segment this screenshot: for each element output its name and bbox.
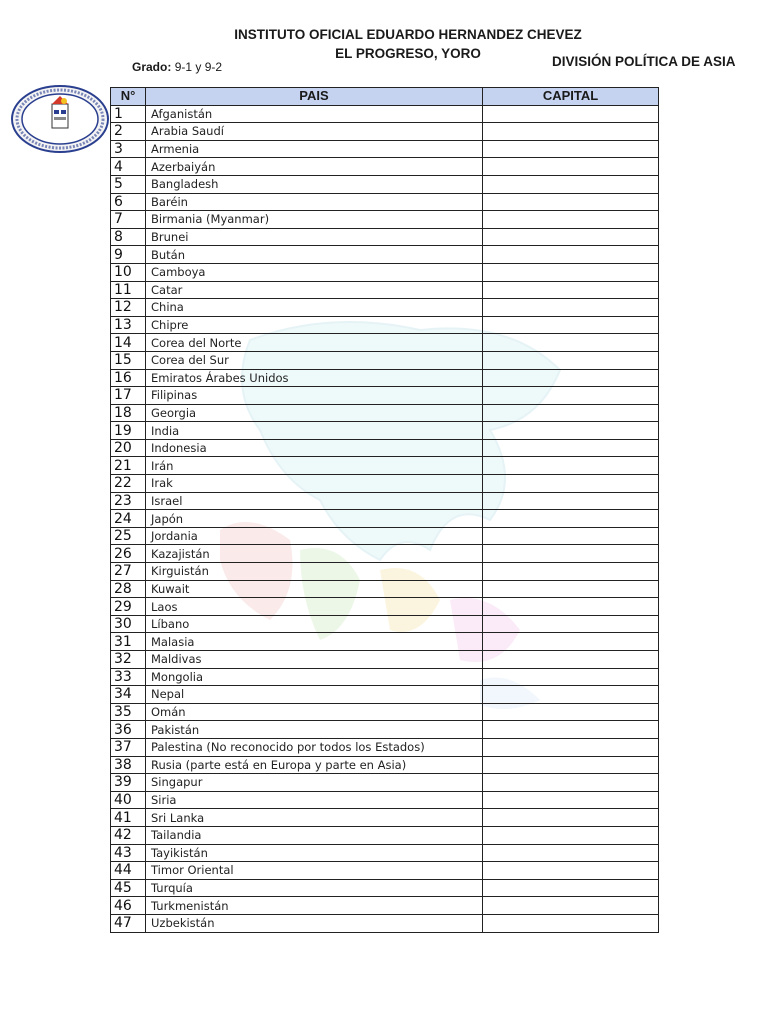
capital-cell[interactable] bbox=[483, 334, 659, 352]
institution-location: EL PROGRESO, YORO bbox=[335, 46, 481, 61]
school-seal-icon bbox=[10, 84, 110, 154]
country-name: Timor Oriental bbox=[146, 862, 483, 880]
country-name: Kazajistán bbox=[146, 545, 483, 563]
row-number: 33 bbox=[111, 668, 146, 686]
table-row bbox=[111, 668, 659, 686]
capital-cell[interactable] bbox=[483, 475, 659, 493]
row-number: 8 bbox=[111, 228, 146, 246]
capital-cell[interactable] bbox=[483, 879, 659, 897]
row-number: 1 bbox=[111, 105, 146, 123]
country-name: Bután bbox=[146, 246, 483, 264]
table-row bbox=[111, 756, 659, 774]
table-row bbox=[111, 651, 659, 669]
table-row bbox=[111, 316, 659, 334]
country-name: Kirguistán bbox=[146, 563, 483, 581]
table-row bbox=[111, 844, 659, 862]
capital-cell[interactable] bbox=[483, 387, 659, 405]
country-name: Catar bbox=[146, 281, 483, 299]
country-name: Bangladesh bbox=[146, 175, 483, 193]
country-name: Tailandia bbox=[146, 826, 483, 844]
header-country: PAIS bbox=[146, 88, 483, 106]
country-name: Chipre bbox=[146, 316, 483, 334]
table-row bbox=[111, 809, 659, 827]
capital-cell[interactable] bbox=[483, 193, 659, 211]
capital-cell[interactable] bbox=[483, 897, 659, 915]
row-number: 13 bbox=[111, 316, 146, 334]
capital-cell[interactable] bbox=[483, 140, 659, 158]
capital-cell[interactable] bbox=[483, 299, 659, 317]
table-row bbox=[111, 598, 659, 616]
capital-cell[interactable] bbox=[483, 316, 659, 334]
capital-cell[interactable] bbox=[483, 246, 659, 264]
header-number: N° bbox=[111, 88, 146, 106]
table-row bbox=[111, 686, 659, 704]
country-name: Camboya bbox=[146, 263, 483, 281]
table-row bbox=[111, 457, 659, 475]
capital-cell[interactable] bbox=[483, 545, 659, 563]
country-name: Brunei bbox=[146, 228, 483, 246]
table-row bbox=[111, 510, 659, 528]
capital-cell[interactable] bbox=[483, 369, 659, 387]
countries-capitals-table bbox=[110, 87, 659, 933]
country-name: Maldivas bbox=[146, 651, 483, 669]
table-row bbox=[111, 263, 659, 281]
row-number: 44 bbox=[111, 862, 146, 880]
country-name: Armenia bbox=[146, 140, 483, 158]
row-number: 31 bbox=[111, 633, 146, 651]
row-number: 46 bbox=[111, 897, 146, 915]
capital-cell[interactable] bbox=[483, 862, 659, 880]
capital-cell[interactable] bbox=[483, 351, 659, 369]
row-number: 39 bbox=[111, 774, 146, 792]
capital-cell[interactable] bbox=[483, 651, 659, 669]
country-name: Uzbekistán bbox=[146, 914, 483, 932]
row-number: 17 bbox=[111, 387, 146, 405]
row-number: 37 bbox=[111, 738, 146, 756]
capital-cell[interactable] bbox=[483, 175, 659, 193]
table-row bbox=[111, 369, 659, 387]
capital-cell[interactable] bbox=[483, 914, 659, 932]
institution-title: INSTITUTO OFICIAL EDUARDO HERNANDEZ CHEVEZ bbox=[234, 27, 582, 42]
capital-cell[interactable] bbox=[483, 281, 659, 299]
row-number: 2 bbox=[111, 123, 146, 141]
country-name: Malasia bbox=[146, 633, 483, 651]
capital-cell[interactable] bbox=[483, 738, 659, 756]
table-row bbox=[111, 914, 659, 932]
capital-cell[interactable] bbox=[483, 228, 659, 246]
table-row bbox=[111, 826, 659, 844]
row-number: 5 bbox=[111, 175, 146, 193]
capital-cell[interactable] bbox=[483, 105, 659, 123]
country-name: Afganistán bbox=[146, 105, 483, 123]
table-row bbox=[111, 299, 659, 317]
table-row bbox=[111, 879, 659, 897]
table-row bbox=[111, 439, 659, 457]
row-number: 10 bbox=[111, 263, 146, 281]
country-name: Siria bbox=[146, 791, 483, 809]
capital-cell[interactable] bbox=[483, 527, 659, 545]
capital-cell[interactable] bbox=[483, 809, 659, 827]
country-name: Pakistán bbox=[146, 721, 483, 739]
row-number: 41 bbox=[111, 809, 146, 827]
row-number: 15 bbox=[111, 351, 146, 369]
capital-cell[interactable] bbox=[483, 826, 659, 844]
row-number: 32 bbox=[111, 651, 146, 669]
table-row bbox=[111, 211, 659, 229]
table-row bbox=[111, 351, 659, 369]
worksheet-subject: DIVISIÓN POLÍTICA DE ASIA bbox=[552, 54, 736, 69]
country-name: Azerbaiyán bbox=[146, 158, 483, 176]
capital-cell[interactable] bbox=[483, 422, 659, 440]
table-row bbox=[111, 140, 659, 158]
table-row bbox=[111, 334, 659, 352]
row-number: 27 bbox=[111, 563, 146, 581]
country-name: India bbox=[146, 422, 483, 440]
table-row bbox=[111, 492, 659, 510]
country-name: Israel bbox=[146, 492, 483, 510]
row-number: 19 bbox=[111, 422, 146, 440]
grade-value: 9-1 y 9-2 bbox=[174, 60, 223, 74]
country-name: Corea del Sur bbox=[146, 351, 483, 369]
country-name: Rusia (parte está en Europa y parte en Asia) bbox=[146, 756, 483, 774]
country-name: Japón bbox=[146, 510, 483, 528]
country-name: Irán bbox=[146, 457, 483, 475]
row-number: 9 bbox=[111, 246, 146, 264]
table-header-row bbox=[111, 88, 659, 106]
capital-cell[interactable] bbox=[483, 756, 659, 774]
country-name: Corea del Norte bbox=[146, 334, 483, 352]
grade-label: Grado: bbox=[132, 60, 172, 74]
row-number: 20 bbox=[111, 439, 146, 457]
capital-cell[interactable] bbox=[483, 123, 659, 141]
country-name: Palestina (No reconocido por todos los Estados) bbox=[146, 738, 483, 756]
table-row bbox=[111, 475, 659, 493]
country-name: China bbox=[146, 299, 483, 317]
country-name: Nepal bbox=[146, 686, 483, 704]
row-number: 34 bbox=[111, 686, 146, 704]
country-name: Omán bbox=[146, 703, 483, 721]
row-number: 45 bbox=[111, 879, 146, 897]
country-name: Singapur bbox=[146, 774, 483, 792]
row-number: 42 bbox=[111, 826, 146, 844]
table-row bbox=[111, 105, 659, 123]
row-number: 25 bbox=[111, 527, 146, 545]
capital-cell[interactable] bbox=[483, 158, 659, 176]
table-row bbox=[111, 774, 659, 792]
row-number: 47 bbox=[111, 914, 146, 932]
row-number: 36 bbox=[111, 721, 146, 739]
table-row bbox=[111, 228, 659, 246]
country-name: Arabia Saudí bbox=[146, 123, 483, 141]
row-number: 21 bbox=[111, 457, 146, 475]
capital-cell[interactable] bbox=[483, 492, 659, 510]
capital-cell[interactable] bbox=[483, 791, 659, 809]
table-row bbox=[111, 387, 659, 405]
table-row bbox=[111, 703, 659, 721]
header-capital: CAPITAL bbox=[483, 88, 659, 106]
capital-cell[interactable] bbox=[483, 263, 659, 281]
country-name: Turquía bbox=[146, 879, 483, 897]
country-name: Filipinas bbox=[146, 387, 483, 405]
table-row bbox=[111, 123, 659, 141]
table-row bbox=[111, 404, 659, 422]
row-number: 4 bbox=[111, 158, 146, 176]
capital-cell[interactable] bbox=[483, 686, 659, 704]
table-row bbox=[111, 545, 659, 563]
capital-cell[interactable] bbox=[483, 721, 659, 739]
table-row bbox=[111, 721, 659, 739]
capital-cell[interactable] bbox=[483, 404, 659, 422]
table-row bbox=[111, 633, 659, 651]
capital-cell[interactable] bbox=[483, 457, 659, 475]
capital-cell[interactable] bbox=[483, 633, 659, 651]
row-number: 43 bbox=[111, 844, 146, 862]
table-row bbox=[111, 422, 659, 440]
table-row bbox=[111, 580, 659, 598]
table-row bbox=[111, 862, 659, 880]
capital-cell[interactable] bbox=[483, 598, 659, 616]
row-number: 11 bbox=[111, 281, 146, 299]
table-row bbox=[111, 281, 659, 299]
row-number: 12 bbox=[111, 299, 146, 317]
row-number: 7 bbox=[111, 211, 146, 229]
table-row bbox=[111, 246, 659, 264]
capital-cell[interactable] bbox=[483, 580, 659, 598]
capital-cell[interactable] bbox=[483, 703, 659, 721]
grade-info bbox=[132, 60, 222, 74]
table-row bbox=[111, 158, 659, 176]
capital-cell[interactable] bbox=[483, 211, 659, 229]
country-name: Baréin bbox=[146, 193, 483, 211]
capital-cell[interactable] bbox=[483, 510, 659, 528]
capital-cell[interactable] bbox=[483, 774, 659, 792]
row-number: 30 bbox=[111, 615, 146, 633]
country-name: Birmania (Myanmar) bbox=[146, 211, 483, 229]
row-number: 24 bbox=[111, 510, 146, 528]
country-name: Emiratos Árabes Unidos bbox=[146, 369, 483, 387]
row-number: 28 bbox=[111, 580, 146, 598]
country-name: Georgia bbox=[146, 404, 483, 422]
row-number: 40 bbox=[111, 791, 146, 809]
table-row bbox=[111, 527, 659, 545]
country-name: Líbano bbox=[146, 615, 483, 633]
row-number: 26 bbox=[111, 545, 146, 563]
capital-cell[interactable] bbox=[483, 615, 659, 633]
country-name: Kuwait bbox=[146, 580, 483, 598]
country-name: Indonesia bbox=[146, 439, 483, 457]
capital-cell[interactable] bbox=[483, 844, 659, 862]
row-number: 29 bbox=[111, 598, 146, 616]
country-name: Turkmenistán bbox=[146, 897, 483, 915]
country-name: Sri Lanka bbox=[146, 809, 483, 827]
country-name: Mongolia bbox=[146, 668, 483, 686]
row-number: 3 bbox=[111, 140, 146, 158]
row-number: 6 bbox=[111, 193, 146, 211]
capital-cell[interactable] bbox=[483, 563, 659, 581]
table-row bbox=[111, 175, 659, 193]
row-number: 14 bbox=[111, 334, 146, 352]
table-row bbox=[111, 563, 659, 581]
row-number: 18 bbox=[111, 404, 146, 422]
country-name: Tayikistán bbox=[146, 844, 483, 862]
capital-cell[interactable] bbox=[483, 668, 659, 686]
row-number: 16 bbox=[111, 369, 146, 387]
capital-cell[interactable] bbox=[483, 439, 659, 457]
table-row bbox=[111, 615, 659, 633]
table-row bbox=[111, 897, 659, 915]
table-row bbox=[111, 791, 659, 809]
row-number: 23 bbox=[111, 492, 146, 510]
row-number: 22 bbox=[111, 475, 146, 493]
row-number: 35 bbox=[111, 703, 146, 721]
table-row bbox=[111, 738, 659, 756]
table-row bbox=[111, 193, 659, 211]
country-name: Laos bbox=[146, 598, 483, 616]
row-number: 38 bbox=[111, 756, 146, 774]
country-name: Jordania bbox=[146, 527, 483, 545]
country-name: Irak bbox=[146, 475, 483, 493]
